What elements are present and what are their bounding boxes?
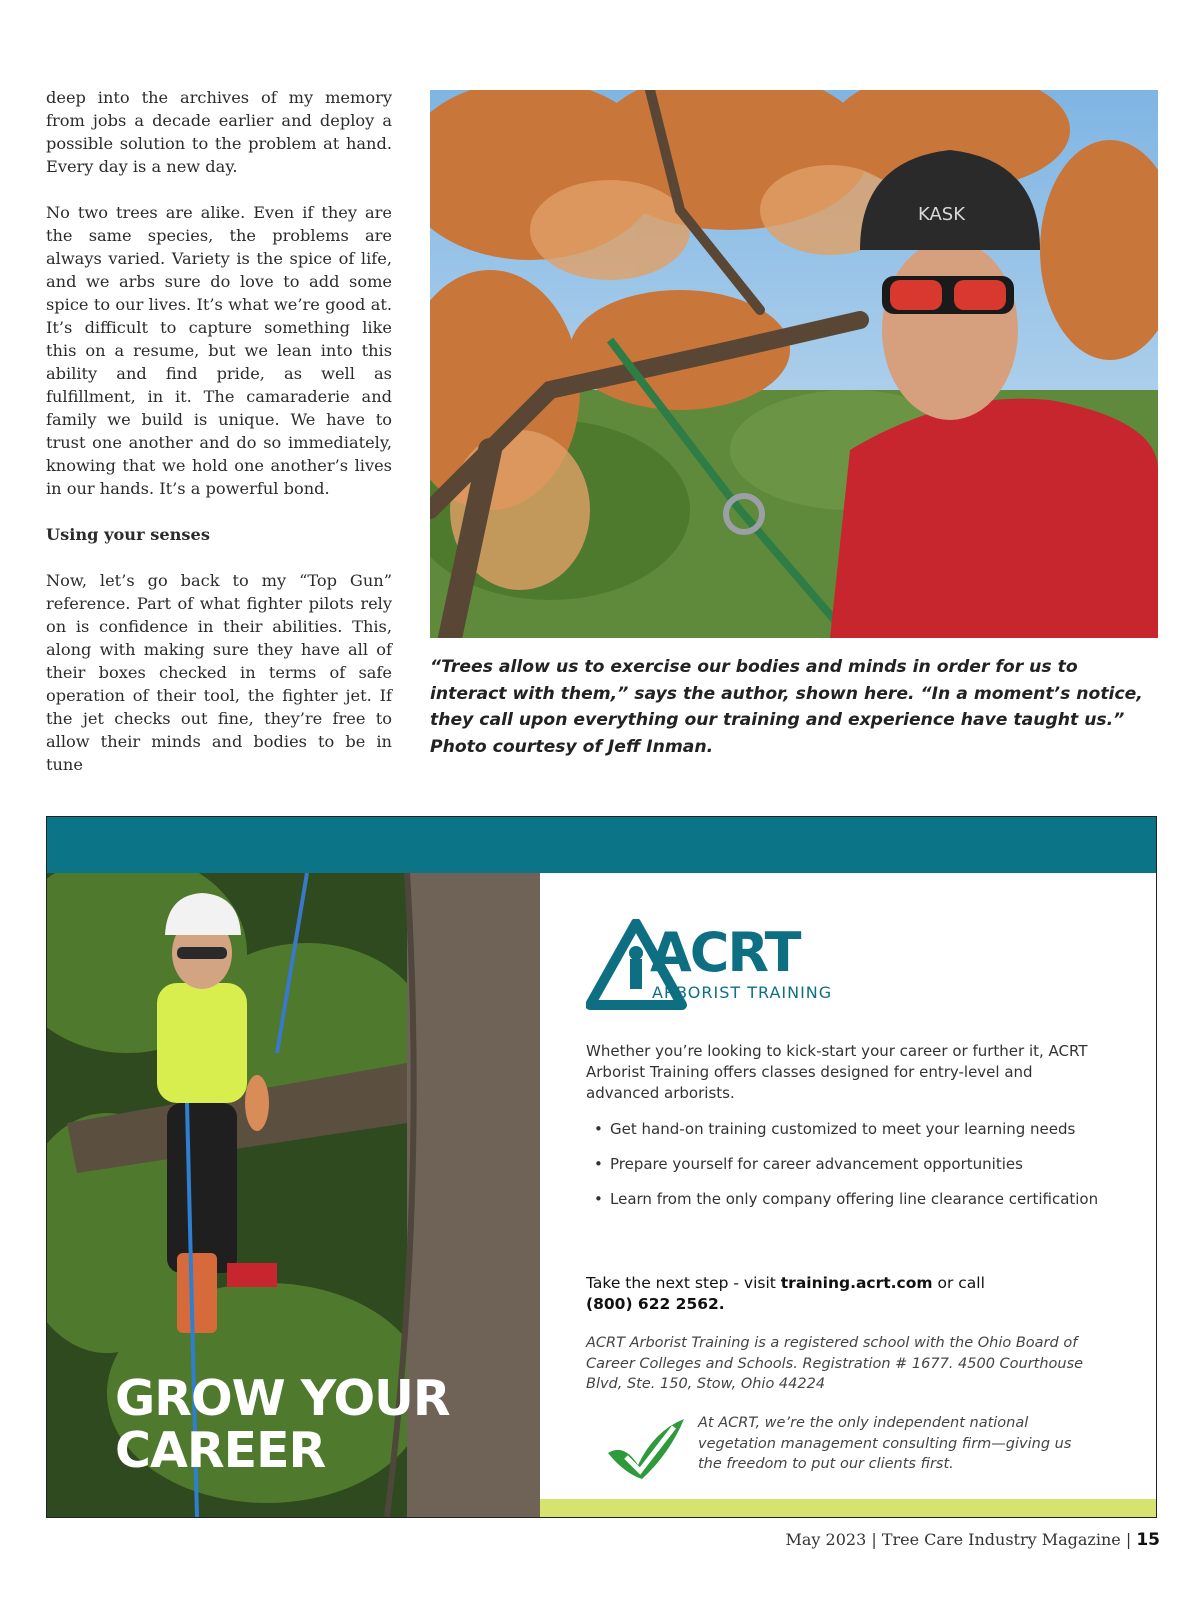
ad-headline-line: CAREER: [115, 1422, 326, 1479]
ad-top-band: [47, 817, 1156, 873]
ad-headline: [115, 1370, 515, 1479]
article-column: [46, 86, 392, 799]
arborist-selfie-photo: [430, 90, 1158, 638]
arborist-selfie-illustration: [430, 90, 1158, 638]
article-paragraph: No two trees are alike. Even if they are the same species, the problems are always varied. Variety is the spice of life, and we arbs sure do love to add some spice to our lives. It’s what we’re good at. It’s difficult to capture something like this on a resume, but we lean into this ability and find pride, as well as fulfillment, in it. The camaraderie and family we build is unique. We have to trust one another and do so immediately, knowing that we hold one another’s lives in our hands. It’s a powerful bond.: [46, 203, 392, 498]
cta-prefix: Take the next step - visit: [586, 1274, 781, 1292]
ad-headline-line: GROW YOUR: [115, 1370, 450, 1427]
photo-caption: “Trees allow us to exercise our bodies and minds in order for us to interact with them,” says the author, shown here. “In a moment’s notice, they call upon everything our training and experience have taught us.” Photo courtesy of Jeff Inman.: [430, 657, 1143, 757]
ad-bottom-strip: [540, 1499, 1156, 1517]
bullet-icon: •: [594, 1155, 603, 1173]
bullet-text: Prepare yourself for career advancement opportunities: [610, 1155, 1023, 1173]
bullet-icon: •: [594, 1120, 603, 1138]
article-subheading: Using your senses: [46, 525, 210, 544]
list-item: [586, 1154, 1106, 1175]
article-paragraph: deep into the archives of my memory from jobs a decade earlier and deploy a possible solution to the problem at hand. Every day is a new day.: [46, 88, 392, 176]
acrt-brand-name: ACRT: [650, 921, 800, 984]
ad-intro-text: Whether you’re looking to kick-start your career or further it, ACRT Arborist Training offers classes designed for entry-level and advanced arborists.: [586, 1042, 1088, 1102]
list-item: [586, 1119, 1106, 1140]
bullet-text: Learn from the only company offering line clearance certification: [610, 1190, 1099, 1208]
ad-tagline: At ACRT, we’re the only independent national vegetation management consulting firm—giving us the freedom to put our clients first.: [698, 1415, 1072, 1472]
cta-url-link[interactable]: training.acrt.com: [780, 1274, 933, 1292]
bullet-icon: •: [594, 1190, 603, 1208]
footer-text: May 2023 | Tree Care Industry Magazine |: [785, 1530, 1132, 1549]
list-item: [586, 1189, 1106, 1210]
ad-climber-photo: [47, 873, 540, 1517]
acrt-advertisement: [46, 816, 1157, 1518]
ad-bullet-list: [586, 1119, 1106, 1224]
ad-info-panel: [540, 873, 1156, 1517]
cta-phone: (800) 622 2562.: [586, 1295, 725, 1313]
ad-call-to-action: [586, 1273, 1106, 1315]
ad-registration-text: ACRT Arborist Training is a registered school with the Ohio Board of Career Colleges and Schools. Registration # 1677. 4500 Courthouse Blvd, Ste. 150, Stow, Ohio 44224: [586, 1335, 1084, 1392]
checkmark-leaf-icon: [604, 1413, 688, 1483]
article-paragraph: Now, let’s go back to my “Top Gun” reference. Part of what fighter pilots rely on is confidence in their abilities. This, along with making sure they have all of their boxes checked in terms of safe operation of their tool, the fighter jet. If the jet checks out fine, they’re free to allow their minds and bodies to be in tune: [46, 571, 392, 774]
page-footer: [785, 1530, 1160, 1550]
acrt-brand-subtitle: ARBORIST TRAINING: [652, 983, 833, 1002]
page-number: 15: [1136, 1530, 1160, 1550]
helmet-brand-text: KASK: [918, 204, 966, 225]
bullet-text: Get hand-on training customized to meet your learning needs: [610, 1120, 1076, 1138]
cta-mid: or call: [932, 1274, 985, 1292]
